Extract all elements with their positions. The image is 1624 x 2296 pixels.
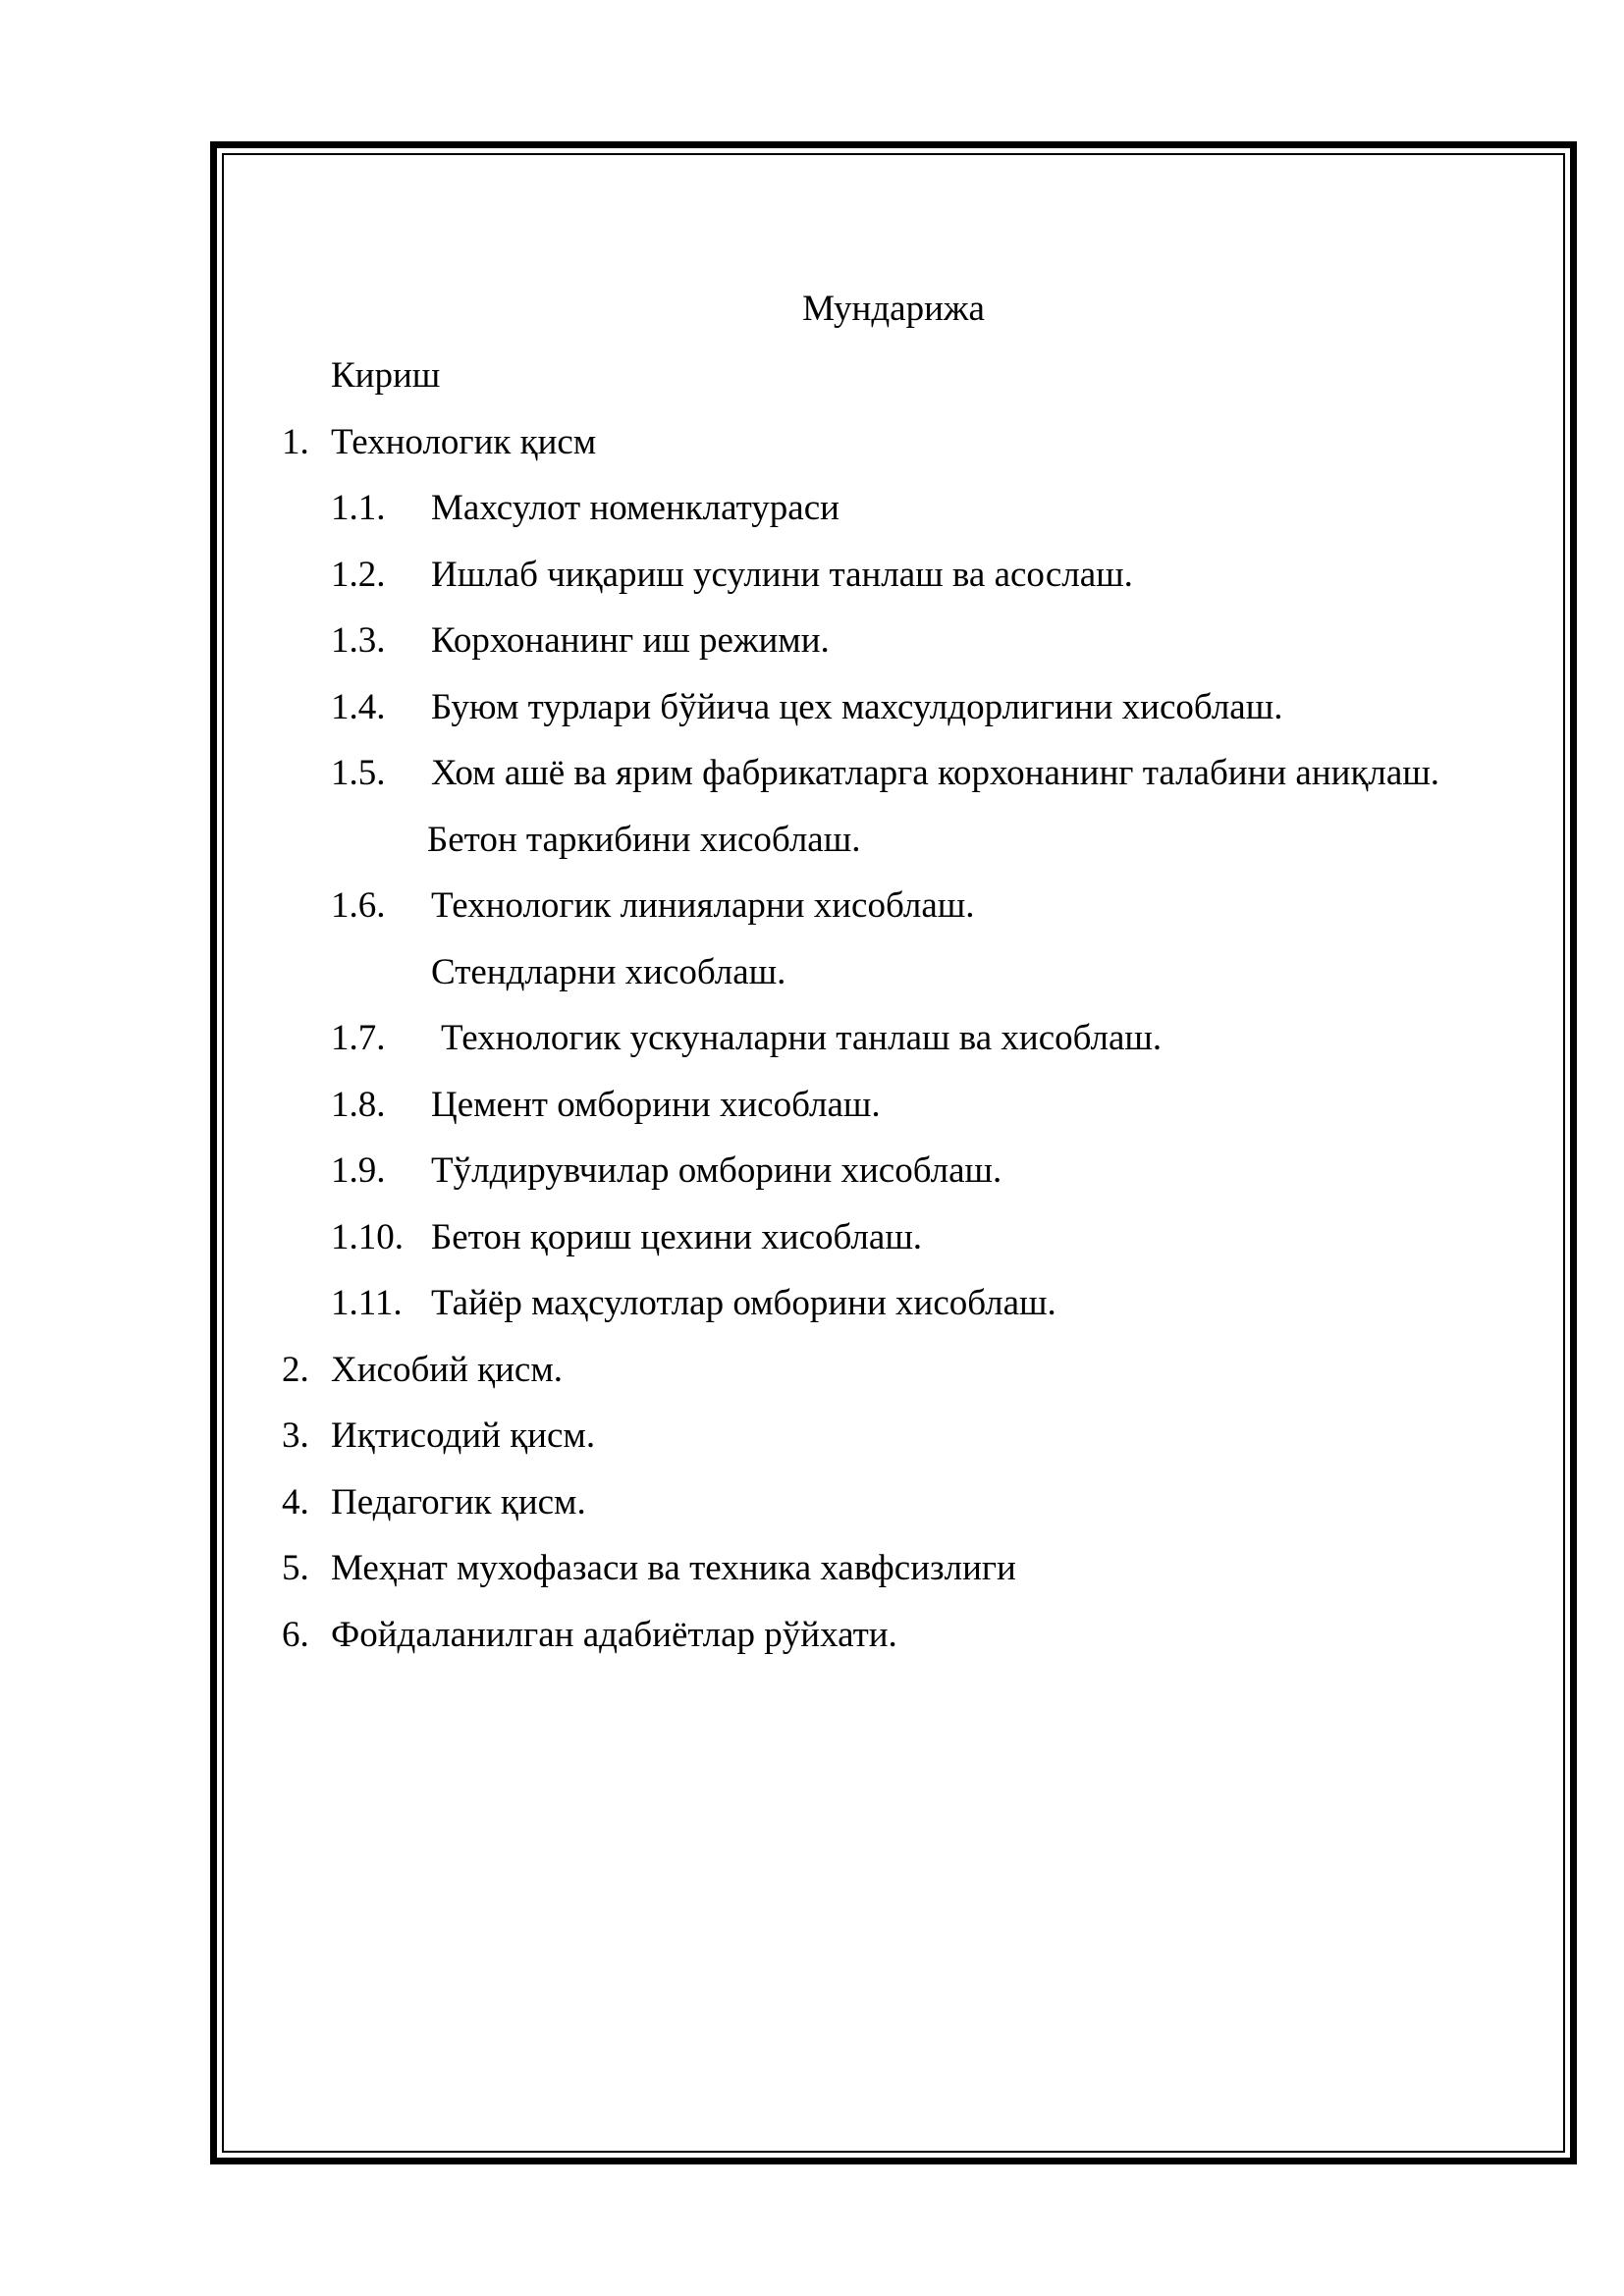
toc-entry-number: 1.3. (331, 620, 386, 661)
toc-entry-label: Цемент омборини хисоблаш. (431, 1085, 881, 1125)
toc-entry-number: 1.5. (331, 753, 386, 793)
toc-entry-number: 1.9. (331, 1150, 386, 1191)
toc-entry-number: 4. (282, 1482, 309, 1522)
toc-entry-label: Буюм турлари бўйича цех махсулдорлигини хисоблаш. (431, 687, 1283, 727)
toc-entry-number: 1.7. (331, 1018, 386, 1058)
toc-entry-number: 1.4. (331, 687, 386, 727)
toc-entry-number: 2. (282, 1350, 309, 1390)
toc-entry-number: 6. (282, 1615, 309, 1655)
toc-entry-number: 1.6. (331, 885, 386, 926)
toc-entry-label: Фойдаланилган адабиётлар рўйхати. (331, 1615, 897, 1655)
toc-entry-label: Бетон қориш цехини хисоблаш. (431, 1217, 923, 1257)
page-title: Мундарижа (802, 289, 985, 329)
toc-entry-number: 3. (282, 1415, 309, 1456)
toc-entry-number: 1.8. (331, 1085, 386, 1125)
toc-entry-number: 5. (282, 1548, 309, 1588)
toc-entry-label: Бетон таркибини хисоблаш. (427, 820, 861, 860)
toc-entry-label: Тўлдирувчилар омборини хисоблаш. (431, 1150, 1002, 1191)
toc-entry-label: Меҳнат мухофазаси ва техника хавфсизлиги (331, 1548, 1016, 1588)
toc-entry-label: Ишлаб чиқариш усулини танлаш ва асослаш. (431, 555, 1133, 595)
toc-entry-label: Технологик линияларни хисоблаш. (431, 885, 975, 926)
toc-entry-number: 1.1. (331, 488, 386, 528)
toc-entry-label: Махсулот номенклатураси (431, 488, 839, 528)
toc-entry-label: Хисобий қисм. (331, 1350, 563, 1390)
toc-entry-label: Кириш (331, 355, 441, 396)
toc-entry-label: Технологик қисм (331, 422, 597, 462)
toc-entry-number: 1. (282, 422, 309, 462)
toc-entry-number: 1.2. (331, 555, 386, 595)
toc-entry-label: Педагогик қисм. (331, 1482, 586, 1522)
toc-entry-label: Стендларни хисоблаш. (431, 952, 786, 992)
toc-entry-label: Иқтисодий қисм. (331, 1415, 596, 1456)
toc-entry-label: Тайёр маҳсулотлар омборини хисоблаш. (431, 1283, 1056, 1323)
toc-entry-label: Технологик ускуналарни танлаш ва хисоблаш. (441, 1018, 1163, 1058)
toc-entry-label: Хом ашё ва ярим фабрикатларга корхонанинг талабини аниқлаш. (431, 753, 1440, 793)
toc-entry-label: Корхонанинг иш режими. (431, 620, 830, 661)
toc-entry-number: 1.10. (331, 1217, 404, 1257)
toc-entry-number: 1.11. (331, 1283, 403, 1323)
